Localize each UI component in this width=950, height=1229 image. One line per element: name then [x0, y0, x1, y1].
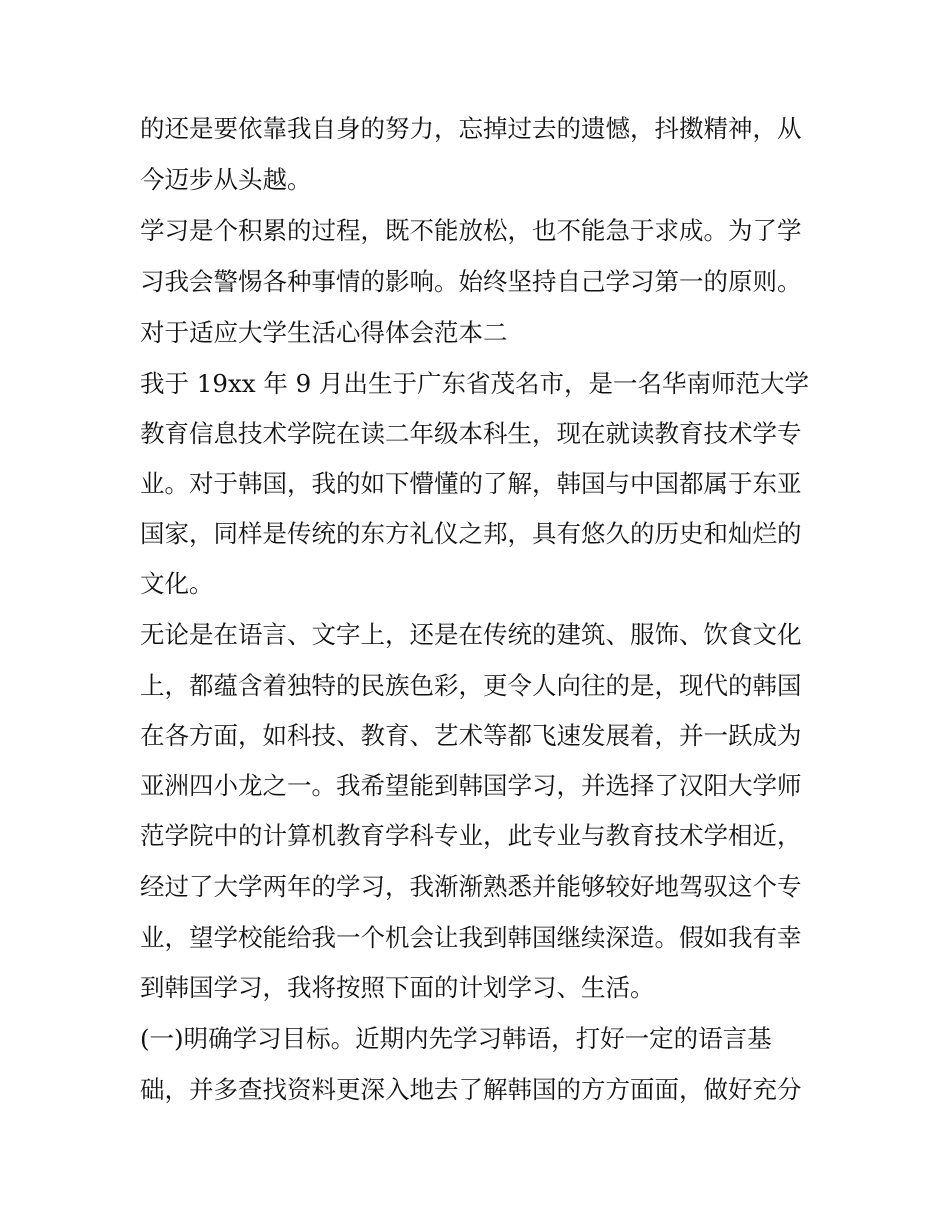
text-line: 学习是个积累的过程，既不能放松，也不能急于求成。为了学: [140, 216, 802, 245]
text-line: 业。对于韩国，我的如下懵懂的了解，韩国与中国都属于东亚: [140, 469, 802, 498]
text-line: 今迈步从头越。: [140, 165, 312, 194]
text-line: 范学院中的计算机教育学科专业，此专业与教育技术学相近，: [140, 821, 802, 850]
text-line: 习我会警惕各种事情的影响。始终坚持自己学习第一的原则。: [140, 267, 802, 296]
text-line: 国家，同样是传统的东方礼仪之邦，具有悠久的历史和灿烂的: [140, 519, 802, 548]
text-line: 础，并多查找资料更深入地去了解韩国的方方面面，做好充分: [140, 1075, 802, 1104]
text-line: 教育信息技术学院在读二年级本科生，现在就读教育技术学专: [140, 419, 802, 448]
text-line: 到韩国学习，我将按照下面的计划学习、生活。: [140, 973, 655, 1002]
text-line: 文化。: [140, 569, 214, 598]
text-line: 经过了大学两年的学习，我渐渐熟悉并能够较好地驾驭这个专: [140, 872, 802, 901]
section-heading: 对于适应大学生活心得体会范本二: [140, 318, 508, 347]
text-line: 的还是要依靠我自身的努力，忘掉过去的遗憾，抖擞精神，从: [140, 114, 802, 143]
text-line: 我于 19xx 年 9 月出生于广东省茂名市，是一名华南师范大学: [140, 369, 810, 398]
text-line: 在各方面，如科技、教育、艺术等都飞速发展着，并一跃成为: [140, 721, 802, 750]
text-line: 上，都蕴含着独特的民族色彩，更令人向往的是，现代的韩国: [140, 671, 802, 700]
text-line: 亚洲四小龙之一。我希望能到韩国学习，并选择了汉阳大学师: [140, 771, 802, 800]
text-line: 无论是在语言、文字上，还是在传统的建筑、服饰、饮食文化: [140, 620, 802, 649]
text-line: 业，望学校能给我一个机会让我到韩国继续深造。假如我有幸: [140, 923, 802, 952]
text-line: (一)明确学习目标。近期内先学习韩语，打好一定的语言基: [140, 1024, 772, 1053]
